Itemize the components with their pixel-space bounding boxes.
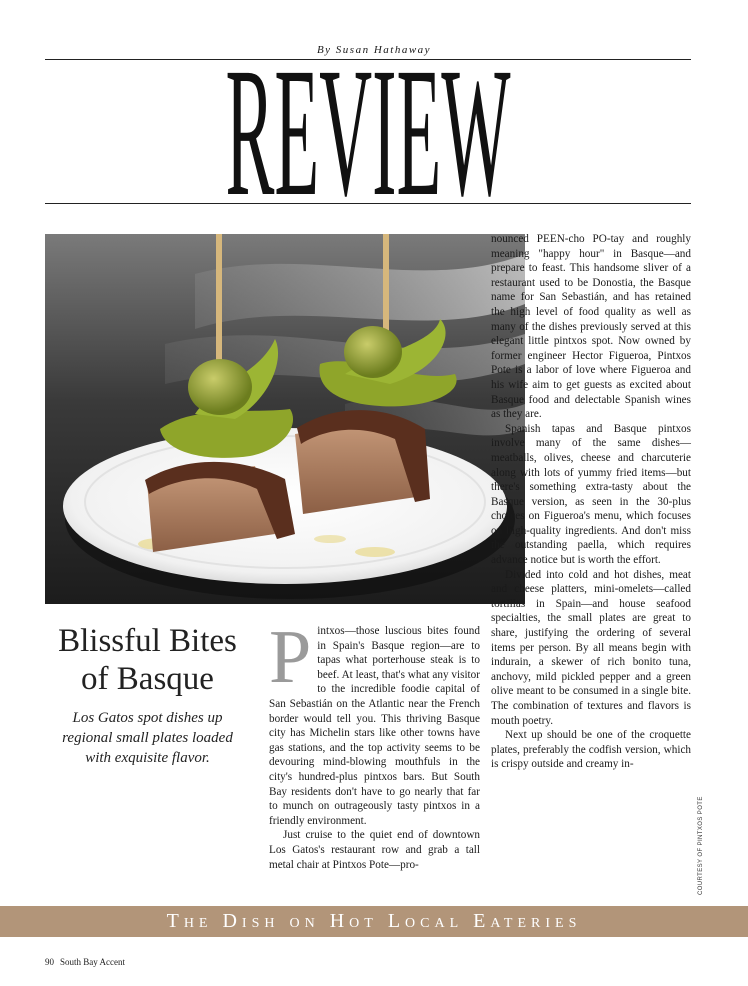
- section-title-text: REVIEW: [225, 62, 511, 202]
- paragraph-4: Spanish tapas and Basque pintxos involve many of the same dishes—meatballs, olives, cheese and charcuterie along with lots of yummy fried items—but there's something extra-tasty about the Basque version, as seen in the 30-plus choices on Figueroa's menu, which focuses on high-quality ingredients. And don't miss the outstanding paella, which requires advance notice but is worth the effort.: [491, 422, 691, 567]
- drop-cap: P: [269, 615, 312, 699]
- publication-name: South Bay Accent: [60, 957, 125, 967]
- section-banner: [0, 906, 748, 937]
- photo-credit: COURTESY OF PINTXOS POTE: [698, 796, 704, 895]
- section-title: [45, 62, 691, 202]
- article-deck: Los Gatos spot dishes up regional small plates loaded with exquisite flavor.: [62, 710, 233, 766]
- byline: By Susan Hathaway: [316, 44, 432, 56]
- masthead-bottom-rule: [45, 203, 691, 204]
- paragraph-6: Next up should be one of the croquette plates, preferably the codfish version, which is crispy outside and creamy in-: [491, 729, 691, 771]
- paragraph-3: nounced PEEN-cho PO-tay and roughly meaning "happy hour" in Basque—and prepare to feast. This handsome sliver of a restaurant used to be Donostia, the Basque name for San Sebastián, and has retained the high level of food quality as well as many of the dishes previously served at this elegant little pintxos spot. Now owned by former engineer Hector Figueroa, Pintxos Pote is a labor of love where Figueroa and his wife aim to get guests as excited about Basque food and delectable Spanish wines as they are.: [491, 233, 691, 421]
- article-column-1: [269, 615, 480, 872]
- page-footer: [45, 957, 125, 967]
- section-banner-text: The Dish on Hot Local Eateries: [166, 910, 582, 932]
- masthead-top-rule: [45, 59, 691, 60]
- pintxos-photo-illustration: [45, 234, 525, 604]
- paragraph-1: [269, 615, 480, 828]
- article-column-2: [491, 232, 691, 772]
- page-number: 90: [45, 957, 54, 967]
- paragraph-1-text: intxos—those luscious bites found in Spain's Basque region—are to tapas what porterhouse steak is to beef. At least, that's what any visitor to the incredible foodie capital of San Sebastián on the Atlantic near the French border would tell you. This thriving Basque city has Michelin stars like other towns have gas stations, and the top activity seems to be devouring mind-blowing mouthfuls in the city's hundred-plus pintxos bars. But South Bay residents don't have to go nearly that far to munch on outrageously tasty pintxos in a friendly environment.: [269, 625, 480, 827]
- paragraph-2: Just cruise to the quiet end of downtown Los Gatos's restaurant row and grab a tall metal chair at Pintxos Pote—pro-: [269, 829, 480, 871]
- article-headline: Blissful Bites of Basque: [58, 623, 237, 697]
- pintxos-photo: [45, 234, 525, 604]
- paragraph-5: Divided into cold and hot dishes, meat and cheese platters, mini-omelets—called tortillas in Spain—and house seafood specialties, the small plates are great to share, justifying the ordering of several items per person. By all means begin with indurain, a skewer of rich bonito tuna, anchovy, mild pickled pepper and a green olive meant to be consumed in a single bite. The combination of textures and flavors is mouth poetry.: [491, 568, 691, 727]
